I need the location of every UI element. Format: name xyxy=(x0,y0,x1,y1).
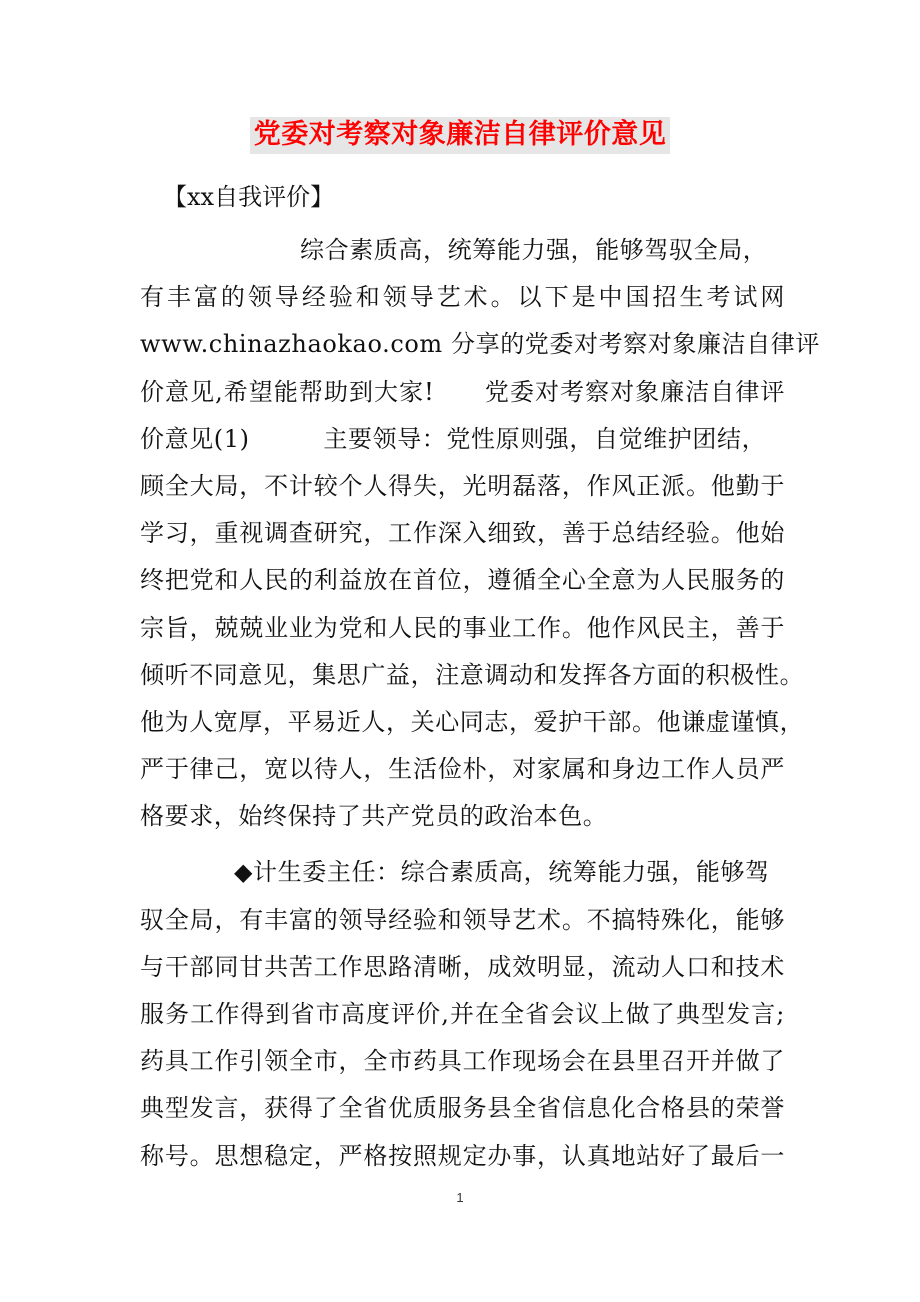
text-line: 驭全局，有丰富的领导经验和领导艺术。不搞特殊化，能够 xyxy=(140,905,785,934)
text-line: 价意见,希望能帮助到大家! 党委对考察对象廉洁自律评 xyxy=(140,377,785,406)
text-line: www.chinazhaokao.com 分享的党委对考察对象廉洁自律评 xyxy=(140,330,820,359)
text-line: 格要求，始终保持了共产党员的政治本色。 xyxy=(140,802,608,831)
text-line: 终把党和人民的利益放在首位，遵循全心全意为人民服务的 xyxy=(140,566,785,595)
text-line: ◆计生委主任：综合素质高，统筹能力强，能够驾 xyxy=(234,858,770,887)
text-line: 药具工作引领全市，全市药具工作现场会在县里召开并做了 xyxy=(140,1047,785,1076)
text-line: 有丰富的领导经验和领导艺术。以下是中国招生考试网 xyxy=(140,283,785,312)
text-line: 服务工作得到省市高度评价,并在全省会议上做了典型发言; xyxy=(140,1000,785,1028)
text-line: 与干部同甘共苦工作思路清晰，成效明显，流动人口和技术 xyxy=(140,952,785,981)
document-title-wrap xyxy=(0,112,920,151)
text-line: 称号。思想稳定，严格按照规定办事，认真地站好了最后一 xyxy=(140,1141,785,1170)
document-body xyxy=(140,227,820,1180)
text-line: 综合素质高，统筹能力强，能够驾驭全局， xyxy=(300,236,768,264)
text-line: 严于律己，宽以待人，生活俭朴，对家属和身边工作人员严 xyxy=(140,755,785,784)
text-line: 宗旨，兢兢业业为党和人民的事业工作。他作风民主，善于 xyxy=(140,613,785,642)
text-line: 价意见(1) 主要领导：党性原则强，自觉维护团结， xyxy=(140,424,767,453)
paragraph-gap xyxy=(140,840,785,849)
text-line: 倾听不同意见，集思广益，注意调动和发挥各方面的积极性。 xyxy=(140,660,805,689)
page-number: 1 xyxy=(456,1190,464,1205)
section-subheading: 【xx自我评价】 xyxy=(163,183,335,211)
document-title: 党委对考察对象廉洁自律评价意见 xyxy=(250,117,671,154)
text-line: 典型发言，获得了全省优质服务县全省信息化合格县的荣誉 xyxy=(140,1094,785,1123)
text-line: 学习，重视调查研究，工作深入细致，善于总结经验。他始 xyxy=(140,519,785,548)
text-line: 顾全大局，不计较个人得失，光明磊落，作风正派。他勤于 xyxy=(140,471,785,500)
text-line: 他为人宽厚，平易近人，关心同志，爱护干部。他谦虚谨慎， xyxy=(140,707,805,736)
